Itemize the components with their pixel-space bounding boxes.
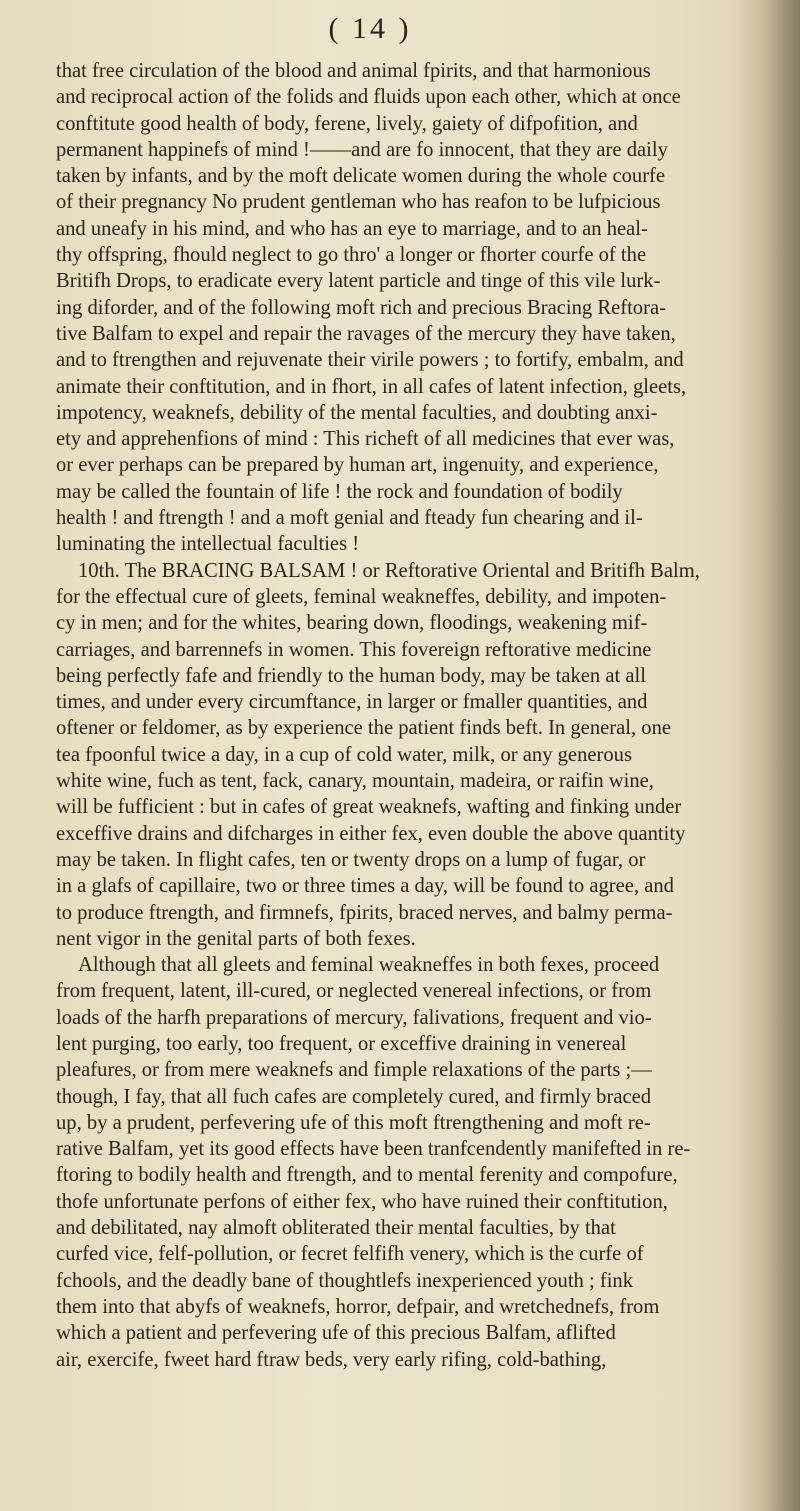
text-line: and reciprocal action of the folids and fluids upon each other, which at once	[56, 86, 681, 109]
body-text	[56, 58, 746, 1373]
text-line: carriages, and barrennefs in women. This fovereign reftorative medicine	[56, 638, 652, 661]
text-line: them into that abyfs of weaknefs, horror, defpair, and wretchednefs, from	[56, 1295, 660, 1318]
text-line: rative Balfam, yet its good effects have been tranfcendently manifefted in re-	[56, 1138, 691, 1161]
text-line: permanent happinefs of mind !——and are fo innocent, that they are daily	[56, 138, 668, 161]
text-line: thy offspring, fhould neglect to go thro' a longer or fhorter courfe of the	[56, 244, 647, 267]
text-line: ety and apprehenfions of mind : This richeft of all medicines that ever was,	[56, 428, 675, 451]
text-line: tive Balfam to expel and repair the ravages of the mercury they have taken,	[56, 322, 676, 345]
text-line: though, I fay, that all fuch cafes are completely cured, and firmly braced	[56, 1085, 652, 1108]
text-line: oftener or feldomer, as by experience the patient finds beft. In general, one	[56, 717, 672, 740]
text-line: loads of the harfh preparations of mercury, falivations, frequent and vio-	[56, 1006, 652, 1029]
text-line: for the effectual cure of gleets, feminal weakneffes, debility, and impoten-	[56, 585, 667, 608]
text-line: up, by a prudent, perfevering ufe of this moft ftrengthening and moft re-	[56, 1111, 651, 1134]
section-heading-line: 10th. The BRACING BALSAM ! or Reftorative Oriental and Britifh Balm,	[78, 559, 700, 582]
text-line: fchools, and the deadly bane of thoughtlefs inexperienced youth ; fink	[56, 1269, 634, 1292]
text-line: ftoring to bodily health and ftrength, and to mental ferenity and compofure,	[56, 1164, 678, 1187]
text-line: that free circulation of the blood and animal fpirits, and that harmonious	[56, 60, 651, 82]
text-line: Britifh Drops, to eradicate every latent particle and tinge of this vile lurk-	[56, 270, 661, 293]
text-line: will be fufficient : but in cafes of great weaknefs, wafting and finking under	[56, 796, 682, 819]
text-line: exceffive drains and difcharges in either fex, even double the above quantity	[56, 822, 686, 845]
text-line: air, exercife, fweet hard ftraw beds, very early rifing, cold-bathing,	[56, 1348, 607, 1371]
text-line: lent purging, too early, too frequent, or exceffive draining in venereal	[56, 1032, 627, 1055]
text-line: luminating the intellectual faculties !	[56, 533, 360, 556]
text-line: pleafures, or from mere weaknefs and fimple relaxations of the parts ;—	[56, 1059, 652, 1082]
text-line: thofe unfortunate perfons of either fex, who have ruined their conftitution,	[56, 1190, 668, 1213]
text-line: tea fpoonful twice a day, in a cup of cold water, milk, or any generous	[56, 743, 632, 766]
paragraph-start-line: Although that all gleets and feminal weakneffes in both fexes, proceed	[78, 954, 660, 977]
text-line: conftitute good health of body, ferene, lively, gaiety of difpofition, and	[56, 112, 638, 135]
page-edge-shadow	[738, 0, 800, 1511]
text-line: and debilitated, nay almoft obliterated their mental faculties, by that	[56, 1217, 616, 1240]
text-line: animate their conftitution, and in fhort, in all cafes of latent infection, gleets,	[56, 375, 687, 398]
text-line: which a patient and perfevering ufe of this precious Balfam, aflifted	[56, 1322, 616, 1345]
text-line: times, and under every circumftance, in larger or fmaller quantities, and	[56, 691, 648, 714]
text-line: may be taken. In flight cafes, ten or twenty drops on a lump of fugar, or	[56, 848, 646, 871]
text-line: and to ftrengthen and rejuvenate their virile powers ; to fortify, embalm, and	[56, 349, 684, 372]
text-line: ing diforder, and of the following moft rich and precious Bracing Reftora-	[56, 296, 666, 319]
page-number: ( 14 )	[328, 12, 412, 45]
text-line: curfed vice, felf-pollution, or fecret felfifh venery, which is the curfe of	[56, 1243, 644, 1266]
text-line: of their pregnancy No prudent gentleman who has reafon to be lufpicious	[56, 191, 661, 214]
text-line: or ever perhaps can be prepared by human art, ingenuity, and experience,	[56, 454, 659, 477]
text-line: to produce ftrength, and firmnefs, fpirits, braced nerves, and balmy perma-	[56, 901, 673, 924]
text-line: health ! and ftrength ! and a moft genial and fteady fun chearing and il-	[56, 507, 643, 530]
text-line: and uneafy in his mind, and who has an eye to marriage, and to an heal-	[56, 217, 648, 240]
text-line: from frequent, latent, ill-cured, or neglected venereal infections, or from	[56, 980, 652, 1003]
text-line: being perfectly fafe and friendly to the human body, may be taken at all	[56, 664, 646, 687]
text-line: taken by infants, and by the moft delicate women during the whole courfe	[56, 165, 666, 188]
text-line: impotency, weaknefs, debility of the mental faculties, and doubting anxi-	[56, 401, 658, 424]
text-line: white wine, fuch as tent, fack, canary, mountain, madeira, or raifin wine,	[56, 770, 654, 793]
text-line: nent vigor in the genital parts of both fexes.	[56, 927, 416, 950]
text-line: cy in men; and for the whites, bearing down, floodings, weakening mif-	[56, 612, 648, 635]
text-line: may be called the fountain of life ! the rock and foundation of bodily	[56, 480, 623, 503]
text-line: in a glafs of capillaire, two or three times a day, will be found to agree, and	[56, 875, 674, 898]
